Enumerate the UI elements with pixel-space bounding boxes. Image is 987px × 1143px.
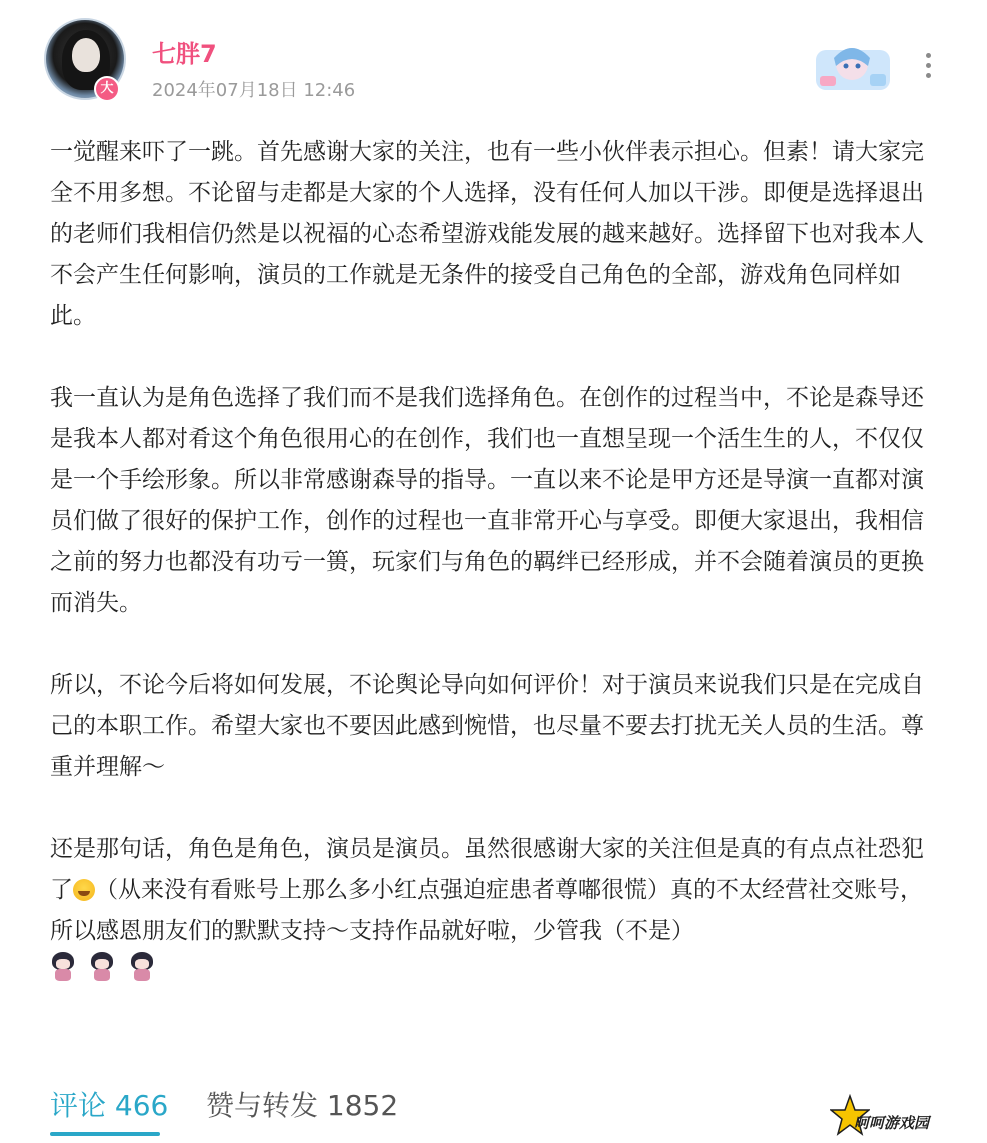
post-header <box>0 0 987 120</box>
paragraph-4-text-a: 还是那句话，角色是角色，演员是演员。虽然很感谢大家的关注但是真的有点点社恐犯了 <box>50 836 924 903</box>
site-watermark <box>830 1094 950 1138</box>
decorative-sticker-icon <box>812 36 894 96</box>
paragraph-4-text-b: （从来没有看账号上那么多小红点强迫症患者尊嘟很慌）真的不太经营社交账号，所以感恩朋友们的默默支持～支持作品就好啦，少管我（不是） <box>50 877 923 944</box>
post-paragraph-2: 我一直认为是角色选择了我们而不是我们选择角色。在创作的过程当中，不论是森导还是我本人都对肴这个角色很用心的在创作，我们也一直想呈现一个活生生的人，不仅仅是一个手绘形象。所以非常感谢森导的指导。一直以来不论是甲方还是导演一直都对演员们做了很好的保护工作，创作的过程也一直非常开心与享受。即便大家退出，我相信之前的努力也都没有功亏一篑，玩家们与角色的羁绊已经形成，并不会随着演员的更换而消失。 <box>50 385 924 616</box>
chibi-sticker-icon <box>129 952 155 982</box>
watermark-text: 呵呵游戏园 <box>854 1114 930 1132</box>
active-tab-indicator <box>50 1132 160 1136</box>
more-vertical-icon[interactable] <box>918 50 938 84</box>
post-paragraph-3: 所以，不论今后将如何发展，不论舆论导向如何评价！对于演员来说我们只是在完成自己的本职工作。希望大家也不要因此感到惋惜，也尽量不要去打扰无关人员的生活。尊重并理解～ <box>50 672 924 780</box>
chibi-sticker-row <box>50 952 945 992</box>
chibi-sticker-icon <box>89 952 115 982</box>
avatar-face <box>72 38 100 72</box>
chibi-sticker-icon <box>50 952 76 982</box>
post-paragraph-1: 一觉醒来吓了一跳。首先感谢大家的关注，也有一些小伙伴表示担心。但素！请大家完全不用多想。不论留与走都是大家的个人选择，没有任何人加以干涉。即便是选择退出的老师们我相信仍然是以祝福的心态希望游戏能发展的越来越好。选择留下也对我本人不会产生任何影响，演员的工作就是无条件的接受自己角色的全部，游戏角色同样如此。 <box>50 139 924 329</box>
laughing-tears-emoji-icon <box>73 879 95 901</box>
level-badge: 大 <box>94 76 120 102</box>
post-content <box>50 132 945 992</box>
tab-likes-reposts[interactable]: 赞与转发 1852 <box>206 1089 399 1122</box>
post-timestamp: 2024年07月18日 12:46 <box>152 80 356 101</box>
tab-comments[interactable]: 评论 466 <box>50 1089 169 1122</box>
author-name[interactable]: 七胖7 <box>152 40 217 68</box>
post-paragraph-4 <box>50 829 945 952</box>
